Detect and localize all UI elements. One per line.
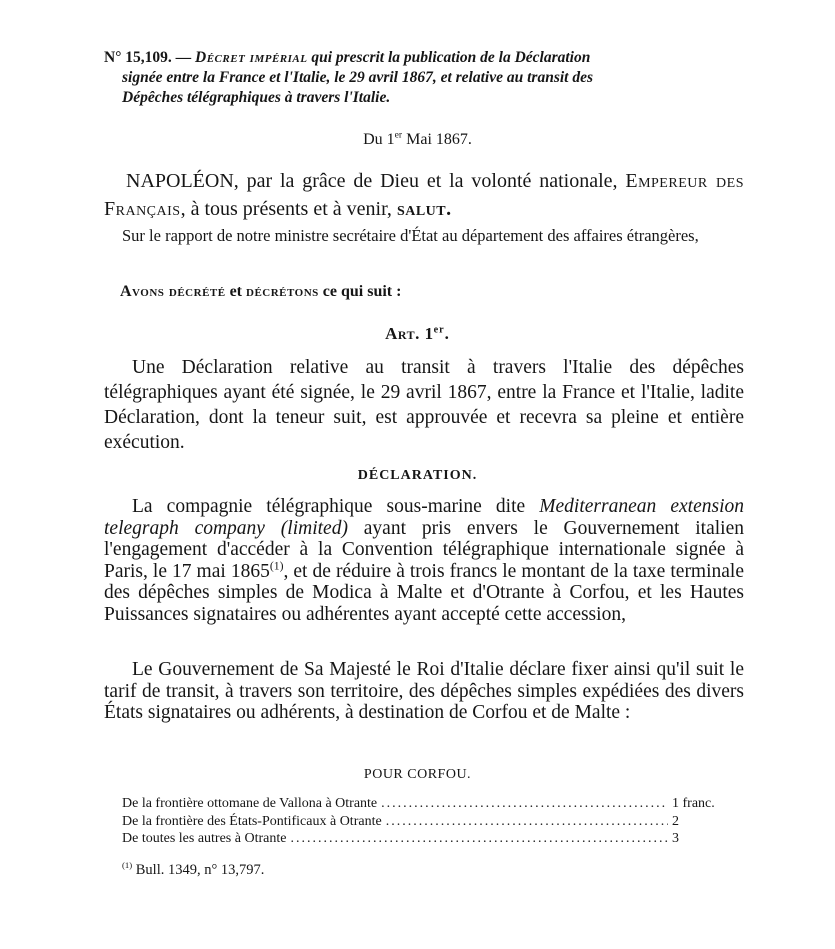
decree-header [104,48,744,108]
declaration-p1-mid: ayant pris envers le Gouvernement italien l'engagement d'accéder à la Convention télégraphique internationale signée à Paris, le 17 mai 1865 [104,517,744,582]
intro-paragraph [104,167,744,223]
article-sup: er [433,324,445,336]
date-day-sup: er [394,129,403,141]
pour-corfou-title: POUR CORFOU. [363,767,472,782]
date-rest: Mai 1867. [406,131,472,148]
header-line-1 [104,48,744,68]
article-body: Une Déclaration relative au transit à travers l'Italie des dépêches télégraphiques ayant été signée, le 29 avril 1867, entre la France et l'Italie, ladite Déclaration, dont la teneur suit, est approuvée et recevra sa pleine et entière exécution. [104,357,744,453]
tarif-value: 2 [672,813,679,829]
tarif-value: 1 franc. [672,796,715,811]
tarif-row [122,795,734,813]
declaration-paragraph-2: Le Gouvernement de Sa Majesté le Roi d'Italie déclare fixer ainsi qu'il suit le tarif de transit, à travers son territoire, des dépêches simples expédiées des divers États signataires ou adhérents, à destination de Corfou et de Malte : [104,659,744,723]
date-prefix: Du [363,131,383,148]
tarif-row [122,813,734,831]
intro-text: NAPOLÉON, par la grâce de Dieu et la volonté nationale, [126,170,618,192]
article-end: . [444,324,450,343]
date-day: 1 [386,131,395,148]
tarif-table [122,795,734,848]
intro-salut: salut. [396,198,452,220]
declaration-p1-start: La compagnie télégraphique sous-marine dite [132,496,526,517]
tarif-label: De la frontière ottomane de Vallona à Otrante [122,796,378,811]
footnote-reference: (1) [269,559,284,572]
intro-text-2: , à tous présents et à venir, [180,198,392,220]
decree-label: Décret impérial [195,49,308,66]
leader-dots [381,795,668,813]
tarif-row [122,830,734,848]
tarif-label: De la frontière des États-Pontificaux à Otrante [122,813,382,829]
decree-date [0,130,835,150]
avons-decrete-line [120,281,740,303]
tarif-value: 3 [672,831,679,846]
footnote [122,860,722,880]
decree-number: N° 15,109. — [104,49,192,66]
decree-title-line-3: Dépêches télégraphiques à travers l'Italie. [122,89,391,106]
declaration-title: DÉCLARATION. [357,468,478,483]
rapport-paragraph: Sur le rapport de notre ministre secrétaire d'État au département des affaires étrangères, [122,226,699,245]
decree-title-line-1: qui prescrit la publication de la Déclaration [311,49,591,66]
avons-decrete: Avons décrété [120,283,226,300]
article-title [0,322,835,346]
avons-decretons: décrétons [246,283,319,300]
footnote-text: Bull. 1349, n° 13,797. [135,862,265,878]
avons-et: et [229,283,243,300]
decree-title-line-2: signée entre la France et l'Italie, le 29 avril 1867, et relative au transit des [122,69,593,86]
leader-dots [290,830,668,848]
company-name: Mediterranean extension telegraph company (limited) [104,496,744,539]
avons-suit: ce qui suit : [322,283,402,300]
article-label: Art. 1 [385,324,434,343]
tarif-label: De toutes les autres à Otrante [122,831,287,846]
declaration-paragraph-1 [104,496,744,625]
intro-empereur: Empereur des Français [104,170,744,220]
footnote-marker: (1) [122,860,133,871]
declaration-p1-end: , et de réduire à trois francs le montant de la taxe terminale des dépêches simples de Modica à Malte et d'Otrante à Corfou, et les Hautes Puissances signataires ou adhérentes ayant accepté cette accession, [104,560,744,625]
leader-dots [386,813,668,831]
